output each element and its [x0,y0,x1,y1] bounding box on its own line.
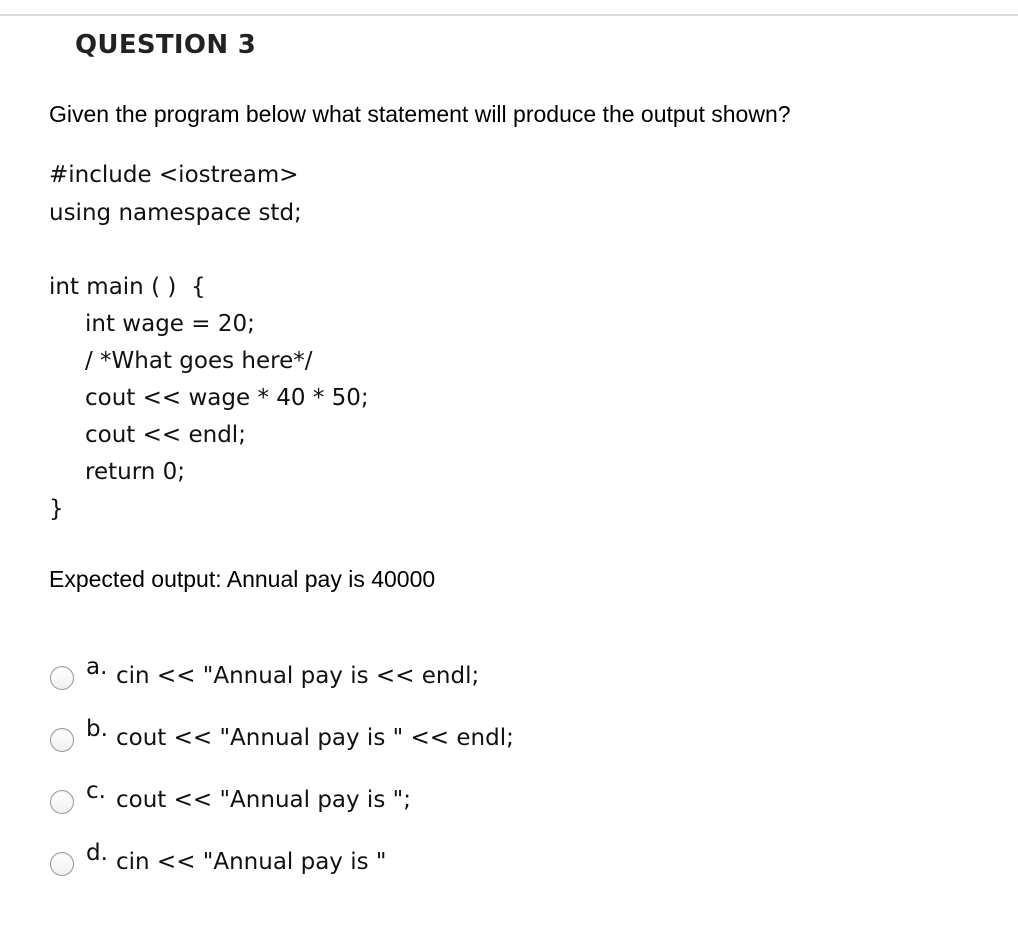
option-letter: a. [86,654,108,680]
code-line: #include <iostream> [49,162,299,188]
question-title: QUESTION 3 [75,30,257,60]
code-line: using namespace std; [49,200,302,226]
option-letter: c. [86,778,106,804]
option-letter: d. [86,840,108,866]
code-line: } [49,496,64,522]
radio-button[interactable] [50,852,74,876]
option-letter: b. [86,716,108,742]
option-text: cout << "Annual pay is "; [116,787,411,813]
code-line: cout << endl; [85,422,246,448]
option-text: cin << "Annual pay is " [116,849,387,875]
radio-button[interactable] [50,666,74,690]
code-line: int wage = 20; [85,311,255,337]
radio-button[interactable] [50,790,74,814]
question-prompt: Given the program below what statement will produce the output shown? [49,101,791,127]
option-d[interactable] [50,840,650,882]
top-divider [0,14,1018,16]
option-text: cout << "Annual pay is " << endl; [116,725,514,751]
radio-button[interactable] [50,728,74,752]
option-c[interactable] [50,778,650,820]
option-b[interactable] [50,716,650,758]
code-line: / *What goes here*/ [85,348,313,374]
code-line: int main ( ) { [49,274,206,300]
code-line: return 0; [85,459,186,485]
option-a[interactable] [50,654,650,696]
expected-output: Expected output: Annual pay is 40000 [49,566,436,592]
code-line: cout << wage * 40 * 50; [85,385,369,411]
option-text: cin << "Annual pay is << endl; [116,663,480,689]
